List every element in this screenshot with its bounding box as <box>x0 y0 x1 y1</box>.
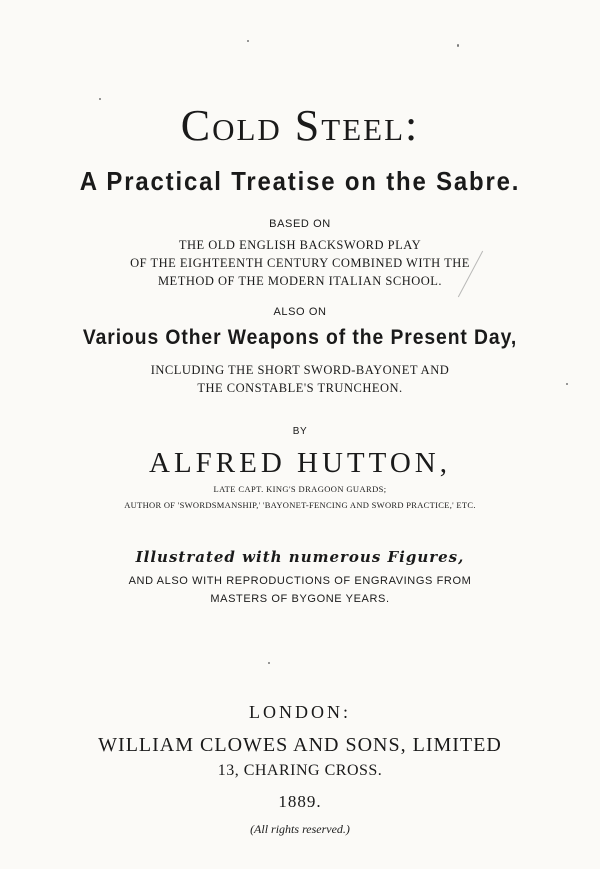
imprint-year: 1889. <box>278 792 322 811</box>
book-subtitle: A Practical Treatise on the Sabre. <box>79 166 521 196</box>
illustrations-line-2: MASTERS OF BYGONE YEARS. <box>210 593 390 605</box>
illustrations-line-1: AND ALSO WITH REPRODUCTIONS OF ENGRAVINGS FROM <box>128 575 472 587</box>
also-on-label: ALSO ON <box>273 306 327 318</box>
based-on-line-3: METHOD OF THE MODERN ITALIAN SCHOOL. <box>157 274 443 288</box>
including-line-1: INCLUDING THE SHORT SWORD-BAYONET AND <box>150 363 450 377</box>
paper-speck <box>99 98 101 100</box>
imprint-city: LONDON: <box>249 702 351 722</box>
based-on-line-2: OF THE EIGHTEENTH CENTURY COMBINED WITH THE <box>130 256 470 270</box>
paper-speck <box>247 40 249 42</box>
imprint-address: 13, CHARING CROSS. <box>217 762 383 779</box>
author-rank: LATE CAPT. KING'S DRAGOON GUARDS; <box>213 484 387 494</box>
paper-speck <box>566 383 568 385</box>
illustrations-headline: Illustrated with numerous Figures, <box>135 548 465 566</box>
rights-notice: (All rights reserved.) <box>250 822 350 836</box>
including-line-2: THE CONSTABLE'S TRUNCHEON. <box>197 381 403 395</box>
by-label: BY <box>292 426 308 437</box>
paper-speck <box>457 44 459 47</box>
based-on-line-1: THE OLD ENGLISH BACKSWORD PLAY <box>178 238 422 252</box>
based-on-label: BASED ON <box>269 218 331 230</box>
paper-speck <box>268 662 270 664</box>
imprint-publisher: WILLIAM CLOWES AND SONS, LIMITED <box>98 734 502 756</box>
author-name: ALFRED HUTTON, <box>149 447 451 479</box>
author-works: AUTHOR OF 'SWORDSMANSHIP,' 'BAYONET-FENCING AND SWORD PRACTICE,' ETC. <box>124 500 476 510</box>
book-title: Cold Steel: <box>180 101 420 150</box>
also-on-headline: Various Other Weapons of the Present Day, <box>82 326 518 349</box>
